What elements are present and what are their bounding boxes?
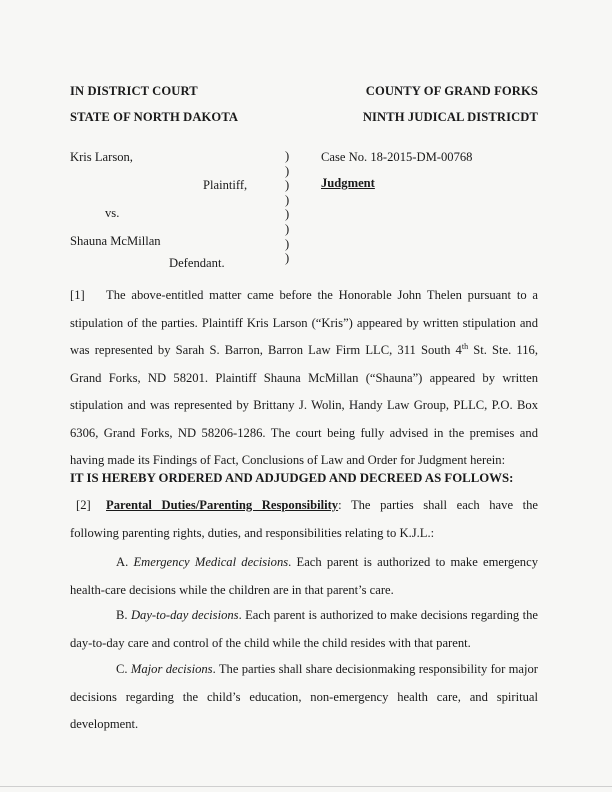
paragraph-number: [2] xyxy=(76,498,91,512)
paragraph-1 xyxy=(70,282,538,475)
item-c-title: Major decisions xyxy=(130,662,213,676)
paragraph-1-text-b: St. Ste. 116, Grand Forks, ND 58201. Plaintiff Shauna McMillan (“Shauna”) appeared by written stipulation and was represented by Brittany J. Wolin, Handy Law Group, PLLC, P.O. Box 6306, Grand Forks, ND 58206-1286. The court being fully advised in the premises and having made its Findings of Fact, Conclusions of Law and Order for Judgment herein: xyxy=(70,343,538,467)
caption-parentheses: ) ) ) ) ) ) ) ) xyxy=(285,149,290,266)
paragraph-number: [1] xyxy=(70,288,85,302)
scan-edge xyxy=(0,786,612,787)
item-b-letter: B. xyxy=(116,608,128,622)
defendant-role: Defendant. xyxy=(169,256,225,270)
item-a-letter: A. xyxy=(116,555,129,569)
item-a-text: . Each parent is authorized to make emergency health-care decisions while the children are in that parent’s care. xyxy=(70,555,538,597)
item-a xyxy=(70,549,538,604)
judicial-district: NINTH JUDICAL DISTRICDT xyxy=(362,110,538,124)
paragraph-2 xyxy=(70,492,538,547)
item-b-text: . Each parent is authorized to make decisions regarding the day-to-day care and control of the child while the child resides with that parent. xyxy=(70,608,538,650)
ordered-heading: IT IS HEREBY ORDERED AND ADJUDGED AND DECREED AS FOLLOWS: xyxy=(70,471,514,485)
paragraph-2-text: : The parties shall each have the following parenting rights, duties, and responsibilities relating to K.J.L.: xyxy=(70,498,538,540)
state-name: STATE OF NORTH DAKOTA xyxy=(70,110,239,124)
paragraph-1-text-a: The above-entitled matter came before the Honorable John Thelen pursuant to a stipulation of the parties. Plaintiff Kris Larson (“Kris”) appeared by written stipulation and was represented by Sarah S. Barron, Barron Law Firm LLC, 311 South 4 xyxy=(70,288,538,357)
versus-label: vs. xyxy=(105,206,120,220)
county-name: COUNTY OF GRAND FORKS xyxy=(365,84,538,98)
court-name: IN DISTRICT COURT xyxy=(70,84,198,98)
document-title: Judgment xyxy=(321,176,375,190)
item-a-title: Emergency Medical decisions xyxy=(133,555,289,569)
item-b-title: Day-to-day decisions xyxy=(130,608,239,622)
plaintiff-role: Plaintiff, xyxy=(203,178,248,192)
item-c xyxy=(70,656,538,739)
case-number: Case No. 18-2015-DM-00768 xyxy=(321,150,473,164)
item-c-text: . The parties shall share decisionmaking responsibility for major decisions regarding the child’s education, non-emergency health care, and spiritual development. xyxy=(70,662,538,731)
section-heading: Parental Duties/Parenting Responsibility xyxy=(106,498,339,512)
item-c-letter: C. xyxy=(116,662,128,676)
item-b xyxy=(70,602,538,657)
defendant-name: Shauna McMillan xyxy=(70,234,161,248)
plaintiff-name: Kris Larson, xyxy=(70,150,133,164)
ordinal-suffix: th xyxy=(461,341,469,351)
